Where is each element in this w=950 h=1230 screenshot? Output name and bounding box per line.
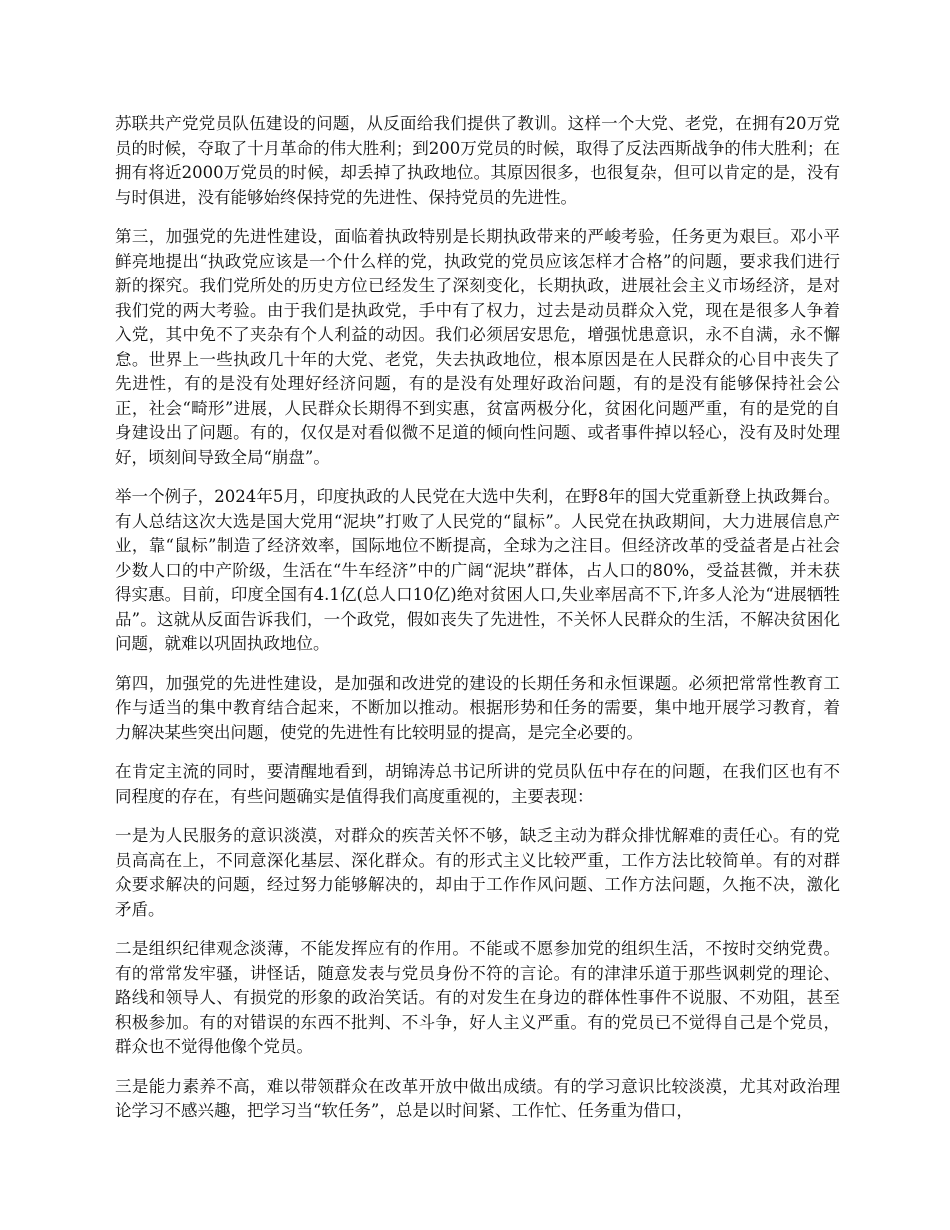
paragraph-8: 三是能力素养不高，难以带领群众在改革开放中做出成绩。有的学习意识比较淡漠，尤其对政治理论学习不感兴趣，把学习当“软任务”，总是以时间紧、工作忙、任务重为借口， bbox=[115, 1076, 840, 1120]
paragraph-4: 第四，加强党的先进性建设，是加强和改进党的建设的长期任务和永恒课题。必须把常常性教育工作与适当的集中教育结合起来，不断加以推动。根据形势和任务的需要，集中地开展学习教育，着力解决某些突出问题，使党的先进性有比较明显的提高，是完全必要的。 bbox=[115, 673, 840, 742]
paragraph-5: 在肯定主流的同时，要清醒地看到，胡锦涛总书记所讲的党员队伍中存在的问题，在我们区也有不同程度的存在，有些问题确实是值得我们高度重视的，主要表现： bbox=[115, 762, 840, 806]
paragraph-7: 二是组织纪律观念淡薄，不能发挥应有的作用。不能或不愿参加党的组织生活，不按时交纳党费。有的常常发牢骚，讲怪话，随意发表与党员身份不符的言论。有的津津乐道于那些讽刺党的理论、路线和领导人、有损党的形象的政治笑话。有的对发生在身边的群体性事件不说服、不劝阻，甚至积极参加。有的对错误的东西不批判、不斗争，好人主义严重。有的党员已不觉得自己是个党员，群众也不觉得他像个党员。 bbox=[115, 939, 840, 1056]
paragraph-2: 第三，加强党的先进性建设，面临着执政特别是长期执政带来的严峻考验，任务更为艰巨。邓小平鲜亮地提出“执政党应该是一个什么样的党，执政党的党员应该怎样才合格”的问题，要求我们进行新的探究。我们党所处的历史方位已经发生了深刻变化，长期执政，进展社会主义市场经济，是对我们党的两大考验。由于我们是执政党，手中有了权力，过去是动员群众入党，现在是很多人争着入党，其中免不了夹杂有个人利益的动因。我们必须居安思危，增强忧患意识，永不自满，永不懈怠。世界上一些执政几十年的大党、老党，失去执政地位，根本原因是在人民群众的心目中丧失了先进性，有的是没有处理好经济问题，有的是没有处理好政治问题，有的是没有能够保持社会公正，社会“畸形”进展，人民群众长期得不到实惠，贫富两极分化，贫困化问题严重，有的是党的自身建设出了问题。有的，仅仅是对看似微不足道的倾向性问题、或者事件掉以轻心，没有及时处理好，顷刻间导致全局“崩盘”。 bbox=[115, 227, 840, 467]
paragraph-3: 举一个例子，2024年5月，印度执政的人民党在大选中失利，在野8年的国大党重新登上执政舞台。有人总结这次大选是国大党用“泥块”打败了人民党的“鼠标”。人民党在执政期间，大力进展信息产业，靠“鼠标”制造了经济效率，国际地位不断提高，全球为之注目。但经济改革的受益者是占社会少数人口的中产阶级，生活在“牛车经济”中的广阔“泥块”群体，占人口的80%，受益甚微，并未获得实惠。目前，印度全国有4.1亿(总人口10亿)绝对贫困人口,失业率居高不下,许多人沦为“进展牺牲品”。这就从反面告诉我们，一个政党，假如丧失了先进性，不关怀人民群众的生活，不解决贫困化问题，就难以巩固执政地位。 bbox=[115, 487, 840, 653]
paragraph-1: 苏联共产党党员队伍建设的问题，从反面给我们提供了教训。这样一个大党、老党，在拥有20万党员的时候，夺取了十月革命的伟大胜利；到200万党员的时候，取得了反法西斯战争的伟大胜利；在拥有将近2000万党员的时候，却丢掉了执政地位。其原因很多，也很复杂，但可以肯定的是，没有与时俱进，没有能够始终保持党的先进性、保持党员的先进性。 bbox=[115, 114, 840, 207]
document-body bbox=[115, 112, 840, 1139]
paragraph-6: 一是为人民服务的意识淡漠，对群众的疾苦关怀不够，缺乏主动为群众排忧解难的责任心。有的党员高高在上，不同意深化基层、深化群众。有的形式主义比较严重，工作方法比较简单。有的对群众要求解决的问题，经过努力能够解决的，却由于工作作风问题、工作方法问题，久拖不决，激化矛盾。 bbox=[115, 826, 840, 919]
